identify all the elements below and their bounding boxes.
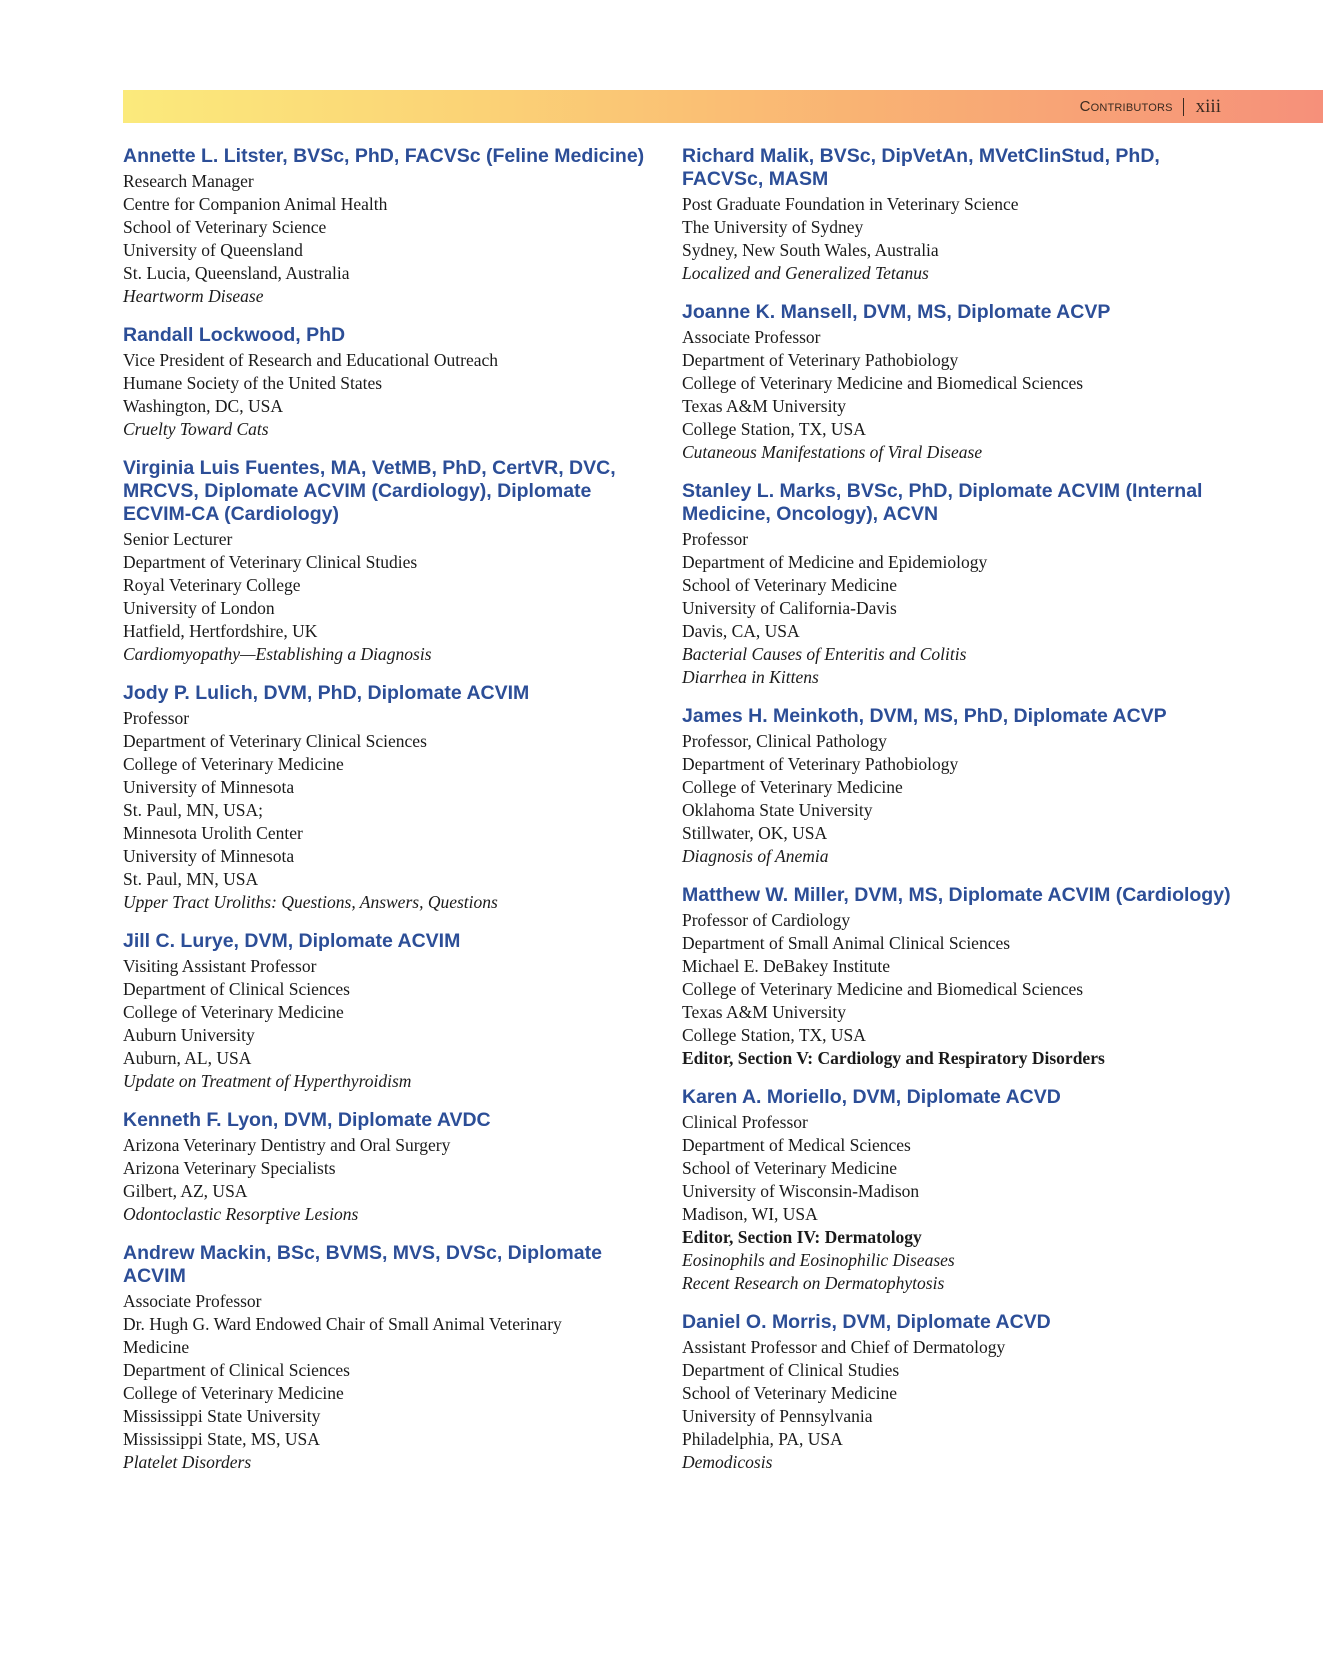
affiliation-line: Texas A&M University bbox=[682, 396, 847, 416]
contributor-name: Matthew W. Miller, DVM, MS, Diplomate ACVIM (Cardiology) bbox=[682, 884, 1231, 906]
affiliation-line: University of Minnesota bbox=[123, 777, 295, 797]
affiliation-line: School of Veterinary Medicine bbox=[682, 1158, 897, 1178]
contributor-entry bbox=[682, 705, 1242, 868]
chapter-title: Upper Tract Uroliths: Questions, Answers, Questions bbox=[123, 892, 498, 912]
affiliation-line: Hatfield, Hertfordshire, UK bbox=[123, 621, 318, 641]
affiliation-line: St. Paul, MN, USA bbox=[123, 869, 259, 889]
contributor-name: Virginia Luis Fuentes, MA, VetMB, PhD, CertVR, DVC, MRCVS, Diplomate ACVIM (Cardiology), Diplomate ECVIM-CA (Cardiology) bbox=[123, 457, 616, 525]
contributor-entry bbox=[123, 145, 663, 308]
affiliation-line: Visiting Assistant Professor bbox=[123, 956, 317, 976]
affiliation-line: Davis, CA, USA bbox=[682, 621, 800, 641]
affiliation-line: College of Veterinary Medicine and Biomedical Sciences bbox=[682, 979, 1084, 999]
affiliation-line: Senior Lecturer bbox=[123, 529, 233, 549]
affiliation-line: Madison, WI, USA bbox=[682, 1204, 818, 1224]
affiliation-line: Department of Medical Sciences bbox=[682, 1135, 911, 1155]
affiliation-line: Department of Veterinary Pathobiology bbox=[682, 754, 959, 774]
contributor-name: James H. Meinkoth, DVM, MS, PhD, Diplomate ACVP bbox=[682, 705, 1167, 727]
affiliation-line: College of Veterinary Medicine bbox=[123, 1383, 344, 1403]
contributor-entry bbox=[123, 457, 663, 666]
contributor-entry bbox=[682, 884, 1242, 1070]
affiliation-line: Mississippi State University bbox=[123, 1406, 321, 1426]
contributor-name: Jody P. Lulich, DVM, PhD, Diplomate ACVIM bbox=[123, 682, 530, 704]
contributor-name: Daniel O. Morris, DVM, Diplomate ACVD bbox=[682, 1311, 1051, 1333]
running-head-title: Contributors bbox=[1079, 98, 1173, 115]
contributor-name: Randall Lockwood, PhD bbox=[123, 324, 346, 346]
affiliation-line: Professor of Cardiology bbox=[682, 910, 851, 930]
affiliation-line: Philadelphia, PA, USA bbox=[682, 1429, 843, 1449]
affiliation-line: University of Wisconsin-Madison bbox=[682, 1181, 920, 1201]
chapter-title: Diarrhea in Kittens bbox=[682, 667, 819, 687]
contributor-name: Kenneth F. Lyon, DVM, Diplomate AVDC bbox=[123, 1109, 491, 1131]
affiliation-line: Gilbert, AZ, USA bbox=[123, 1181, 248, 1201]
affiliation-line: Sydney, New South Wales, Australia bbox=[682, 240, 939, 260]
affiliation-line: Assistant Professor and Chief of Dermatology bbox=[682, 1337, 1006, 1357]
affiliation-line: University of Queensland bbox=[123, 240, 303, 260]
affiliation-line: Centre for Companion Animal Health bbox=[123, 194, 388, 214]
affiliation-line: Washington, DC, USA bbox=[123, 396, 283, 416]
editor-role: Editor, Section IV: Dermatology bbox=[682, 1227, 922, 1247]
affiliation-line: College of Veterinary Medicine bbox=[682, 777, 903, 797]
affiliation-line: St. Paul, MN, USA; bbox=[123, 800, 264, 820]
contributor-entry bbox=[682, 1086, 1242, 1295]
chapter-title: Odontoclastic Resorptive Lesions bbox=[123, 1204, 359, 1224]
affiliation-line: Professor bbox=[123, 708, 190, 728]
affiliation-line: Dr. Hugh G. Ward Endowed Chair of Small Animal Veterinary bbox=[123, 1314, 562, 1334]
affiliation-line: College of Veterinary Medicine and Biomedical Sciences bbox=[682, 373, 1084, 393]
affiliation-line: Department of Veterinary Pathobiology bbox=[682, 350, 959, 370]
affiliation-line: Department of Clinical Sciences bbox=[123, 1360, 350, 1380]
chapter-title: Platelet Disorders bbox=[123, 1452, 252, 1472]
contributor-entry bbox=[123, 682, 663, 914]
affiliation-line: College Station, TX, USA bbox=[682, 419, 866, 439]
affiliation-line: Auburn, AL, USA bbox=[123, 1048, 252, 1068]
running-header-band bbox=[123, 90, 1323, 123]
chapter-title: Recent Research on Dermatophytosis bbox=[682, 1273, 945, 1293]
affiliation-line: Arizona Veterinary Dentistry and Oral Surgery bbox=[123, 1135, 451, 1155]
chapter-title: Heartworm Disease bbox=[123, 286, 264, 306]
chapter-title: Eosinophils and Eosinophilic Diseases bbox=[682, 1250, 955, 1270]
affiliation-line: School of Veterinary Medicine bbox=[682, 1383, 897, 1403]
affiliation-line: Vice President of Research and Educational Outreach bbox=[123, 350, 499, 370]
contributor-name: Karen A. Moriello, DVM, Diplomate ACVD bbox=[682, 1086, 1061, 1108]
affiliation-line: Professor, Clinical Pathology bbox=[682, 731, 887, 751]
contributor-name: Jill C. Lurye, DVM, Diplomate ACVIM bbox=[123, 930, 461, 952]
contributor-entry bbox=[682, 301, 1242, 464]
contributor-name: Richard Malik, BVSc, DipVetAn, MVetClinStud, PhD, FACVSc, MASM bbox=[682, 145, 1160, 190]
contributor-entry bbox=[682, 145, 1242, 285]
chapter-title: Diagnosis of Anemia bbox=[682, 846, 829, 866]
contributors-right-column bbox=[682, 145, 1242, 1490]
contributor-entry bbox=[123, 1242, 663, 1474]
affiliation-line: Department of Medicine and Epidemiology bbox=[682, 552, 988, 572]
page-number: xiii bbox=[1195, 95, 1221, 117]
affiliation-line: Department of Clinical Studies bbox=[682, 1360, 900, 1380]
contributor-entry bbox=[123, 324, 663, 441]
affiliation-line: Department of Small Animal Clinical Sciences bbox=[682, 933, 1011, 953]
affiliation-line: Associate Professor bbox=[123, 1291, 262, 1311]
affiliation-line: University of London bbox=[123, 598, 275, 618]
affiliation-line: Department of Veterinary Clinical Studies bbox=[123, 552, 418, 572]
chapter-title: Cardiomyopathy—Establishing a Diagnosis bbox=[123, 644, 432, 664]
affiliation-line: Post Graduate Foundation in Veterinary Science bbox=[682, 194, 1019, 214]
affiliation-line: Associate Professor bbox=[682, 327, 821, 347]
affiliation-line: Mississippi State, MS, USA bbox=[123, 1429, 320, 1449]
affiliation-line: Professor bbox=[682, 529, 749, 549]
chapter-title: Localized and Generalized Tetanus bbox=[682, 263, 929, 283]
affiliation-line: College of Veterinary Medicine bbox=[123, 1002, 344, 1022]
contributor-entry bbox=[123, 1109, 663, 1226]
chapter-title: Cutaneous Manifestations of Viral Disease bbox=[682, 442, 983, 462]
affiliation-line: School of Veterinary Science bbox=[123, 217, 327, 237]
chapter-title: Update on Treatment of Hyperthyroidism bbox=[123, 1071, 412, 1091]
contributor-entry bbox=[123, 930, 663, 1093]
affiliation-line: Texas A&M University bbox=[682, 1002, 847, 1022]
contributor-name: Stanley L. Marks, BVSc, PhD, Diplomate ACVIM (Internal Medicine, Oncology), ACVN bbox=[682, 480, 1203, 525]
affiliation-line: St. Lucia, Queensland, Australia bbox=[123, 263, 350, 283]
affiliation-line: College Station, TX, USA bbox=[682, 1025, 866, 1045]
affiliation-line: School of Veterinary Medicine bbox=[682, 575, 897, 595]
affiliation-line: Arizona Veterinary Specialists bbox=[123, 1158, 336, 1178]
affiliation-line: Michael E. DeBakey Institute bbox=[682, 956, 890, 976]
header-separator bbox=[1183, 98, 1184, 116]
running-header bbox=[1080, 94, 1221, 119]
chapter-title: Cruelty Toward Cats bbox=[123, 419, 269, 439]
affiliation-line: Department of Clinical Sciences bbox=[123, 979, 350, 999]
contributor-name: Andrew Mackin, BSc, BVMS, MVS, DVSc, Diplomate ACVIM bbox=[123, 1242, 602, 1287]
affiliation-line: Research Manager bbox=[123, 171, 254, 191]
affiliation-line: Clinical Professor bbox=[682, 1112, 808, 1132]
contributor-name: Annette L. Litster, BVSc, PhD, FACVSc (Feline Medicine) bbox=[123, 145, 645, 167]
editor-role: Editor, Section V: Cardiology and Respiratory Disorders bbox=[682, 1048, 1105, 1068]
affiliation-line: The University of Sydney bbox=[682, 217, 864, 237]
contributor-entry bbox=[682, 480, 1242, 689]
affiliation-line: Royal Veterinary College bbox=[123, 575, 301, 595]
contributors-left-column bbox=[123, 145, 663, 1490]
affiliation-line: College of Veterinary Medicine bbox=[123, 754, 344, 774]
contributor-name: Joanne K. Mansell, DVM, MS, Diplomate ACVP bbox=[682, 301, 1111, 323]
affiliation-line: Humane Society of the United States bbox=[123, 373, 383, 393]
affiliation-line: Medicine bbox=[123, 1337, 190, 1357]
affiliation-line: Minnesota Urolith Center bbox=[123, 823, 303, 843]
affiliation-line: University of Minnesota bbox=[123, 846, 295, 866]
affiliation-line: Oklahoma State University bbox=[682, 800, 873, 820]
affiliation-line: Stillwater, OK, USA bbox=[682, 823, 828, 843]
chapter-title: Demodicosis bbox=[682, 1452, 773, 1472]
affiliation-line: University of California-Davis bbox=[682, 598, 897, 618]
affiliation-line: University of Pennsylvania bbox=[682, 1406, 873, 1426]
contributor-entry bbox=[682, 1311, 1242, 1474]
affiliation-line: Auburn University bbox=[123, 1025, 255, 1045]
chapter-title: Bacterial Causes of Enteritis and Colitis bbox=[682, 644, 967, 664]
affiliation-line: Department of Veterinary Clinical Sciences bbox=[123, 731, 427, 751]
